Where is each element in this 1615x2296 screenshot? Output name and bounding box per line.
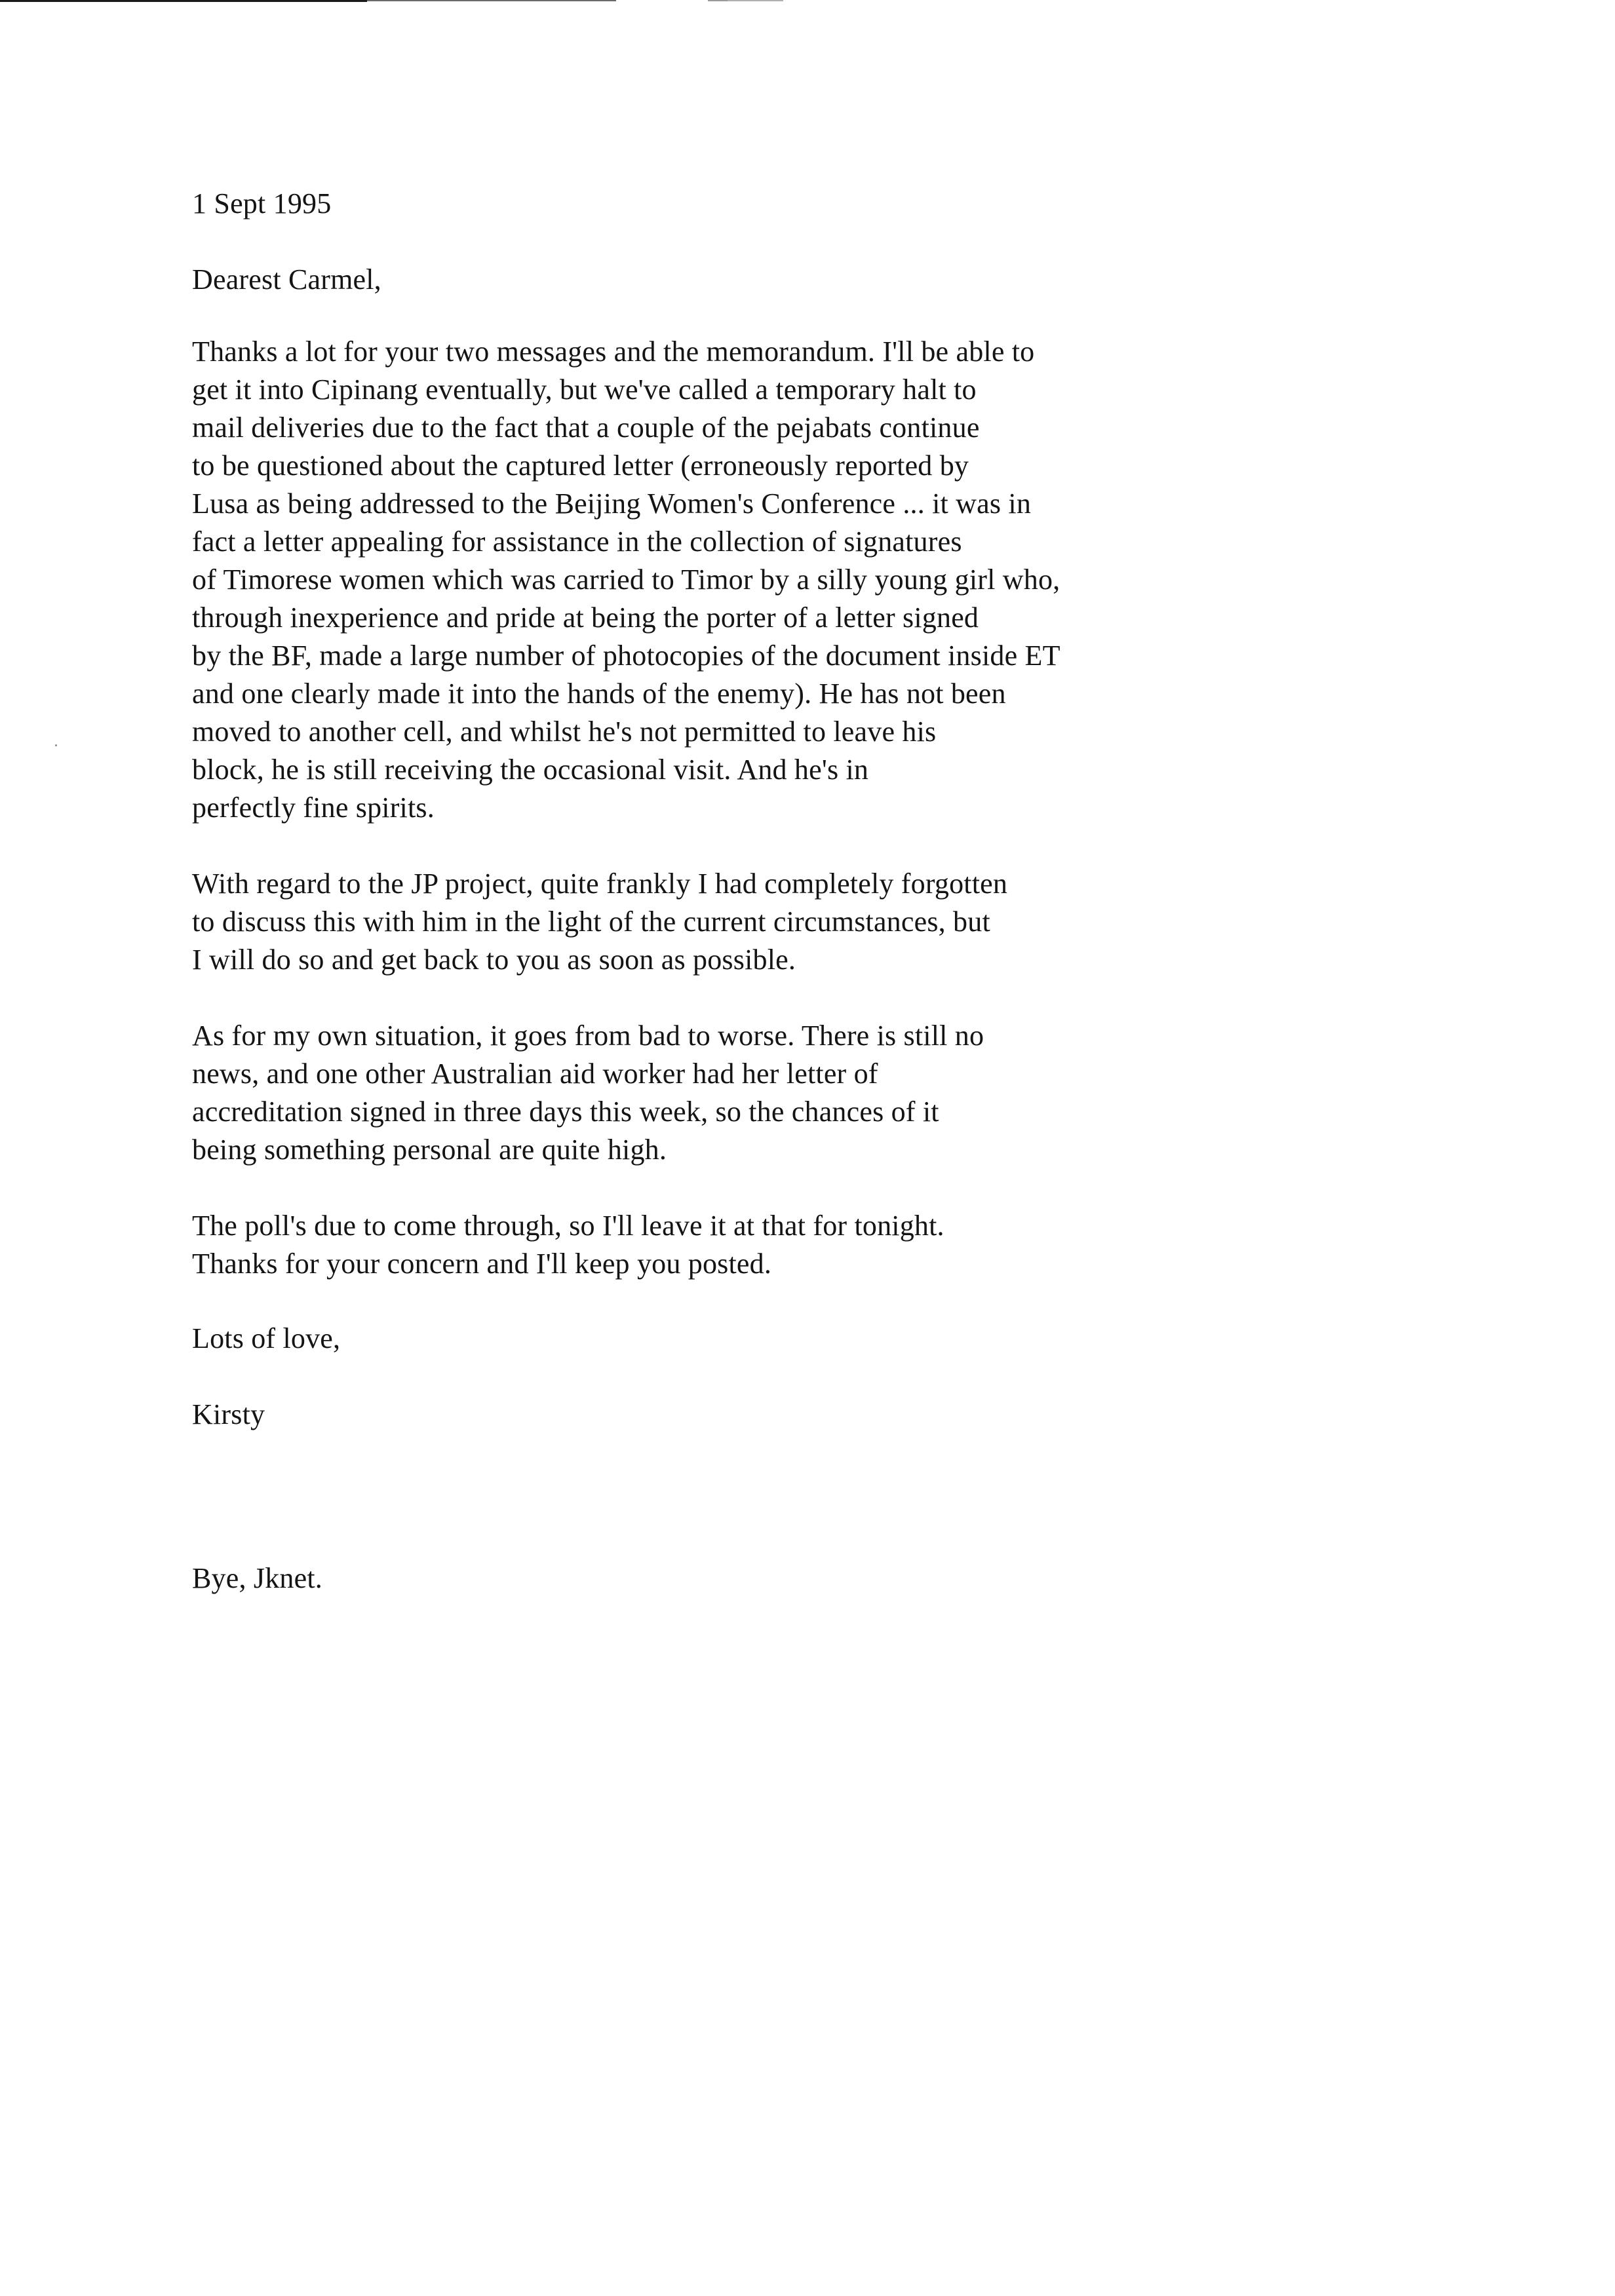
paragraph-line: news, and one other Australian aid worker had her letter of bbox=[192, 1058, 878, 1090]
paragraph-line: to be questioned about the captured letter (erroneously reported by bbox=[192, 450, 969, 482]
paragraph-line: Thanks for your concern and I'll keep you posted. bbox=[192, 1248, 772, 1280]
scan-edge-mark bbox=[367, 0, 616, 1]
paragraph-line: Lusa as being addressed to the Beijing Women's Conference ... it was in bbox=[192, 488, 1032, 520]
paragraph-line: accreditation signed in three days this week, so the chances of it bbox=[192, 1096, 939, 1128]
paragraph-line: to discuss this with him in the light of the current circumstances, but bbox=[192, 906, 990, 938]
letter-salutation: Dearest Carmel, bbox=[192, 263, 381, 296]
paragraph-line: through inexperience and pride at being the porter of a letter signed bbox=[192, 602, 979, 634]
paragraph-line: mail deliveries due to the fact that a couple of the pejabats continue bbox=[192, 411, 980, 444]
paragraph-line: and one clearly made it into the hands of the enemy). He has not been bbox=[192, 678, 1006, 710]
paragraph-line: moved to another cell, and whilst he's not permitted to leave his bbox=[192, 716, 937, 748]
paragraph-line: As for my own situation, it goes from bad to worse. There is still no bbox=[192, 1020, 984, 1052]
paragraph-line: perfectly fine spirits. bbox=[192, 792, 435, 824]
paragraph-line: Thanks a lot for your two messages and the memorandum. I'll be able to bbox=[192, 335, 1035, 368]
paragraph-line: block, he is still receiving the occasional visit. And he's in bbox=[192, 754, 869, 786]
scan-speck bbox=[55, 744, 57, 746]
paragraph-line: With regard to the JP project, quite frankly I had completely forgotten bbox=[192, 868, 1008, 900]
letter-signature: Kirsty bbox=[192, 1398, 265, 1430]
scan-edge-mark bbox=[728, 0, 783, 1]
letter-postscript: Bye, Jknet. bbox=[192, 1562, 322, 1594]
paragraph-line: by the BF, made a large number of photocopies of the document inside ET bbox=[192, 640, 1060, 672]
paragraph-line: I will do so and get back to you as soon as possible. bbox=[192, 944, 796, 976]
paragraph-line: being something personal are quite high. bbox=[192, 1134, 667, 1166]
scan-edge-mark bbox=[0, 0, 367, 2]
letter-date: 1 Sept 1995 bbox=[192, 187, 332, 220]
paragraph-line: The poll's due to come through, so I'll leave it at that for tonight. bbox=[192, 1210, 944, 1242]
paragraph-line: get it into Cipinang eventually, but we've called a temporary halt to bbox=[192, 373, 977, 406]
letter-closing: Lots of love, bbox=[192, 1322, 341, 1354]
paragraph-line: fact a letter appealing for assistance in the collection of signatures bbox=[192, 526, 962, 558]
paragraph-line: of Timorese women which was carried to Timor by a silly young girl who, bbox=[192, 564, 1060, 596]
